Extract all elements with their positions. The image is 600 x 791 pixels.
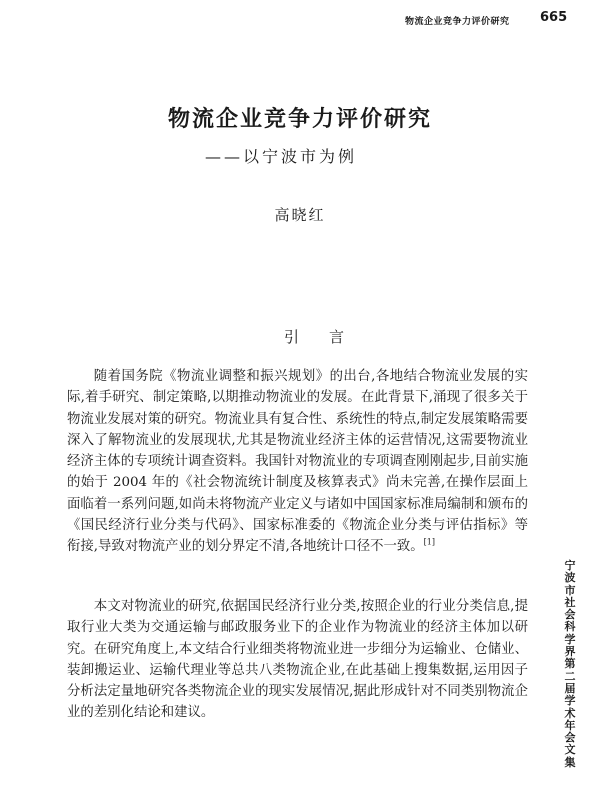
section-heading: 引言 bbox=[284, 328, 375, 346]
article-title: 物流企业竞争力评价研究 bbox=[167, 106, 432, 132]
side-collection-label: 宁波市社会科学界第二届学术年会文集 bbox=[564, 559, 576, 769]
page-number: 665 bbox=[540, 10, 568, 25]
paragraph-1 bbox=[67, 366, 528, 558]
author-name: 高晓红 bbox=[274, 206, 326, 224]
paragraph-2 bbox=[67, 596, 528, 724]
paragraph-1-text: 随着国务院《物流业调整和振兴规划》的出台,各地结合物流业发展的实际,着手研究、制定策略,以期推动物流业的发展。在此背景下,涌现了很多关于物流业发展对策的研究。物流业具有复合性、系统性的特点,制定发展策略需要深入了解物流业的发展现状,尤其是物流业经济主体的运营情况,这需要物流业经济主体的专项统计调查资料。我国针对物流业的专项调查刚刚起步,目前实施的始于 2004 年的《社会物流统计制度及核算表式》尚未完善,在操作层面上面临着一系列问题,如尚未将物流产业定义与诸如中国国家标准局编制和颁布的《国民经济行业分类与代码》、国家标准委的《物流企业分类与评估指标》等衔接,导致对物流产业的划分界定不清,各地统计口径不一致。 bbox=[67, 369, 528, 555]
reference-marker[interactable]: [1] bbox=[423, 537, 436, 547]
paragraph-2-text: 本文对物流业的研究,依据国民经济行业分类,按照企业的行业分类信息,提取行业大类为交通运输与邮政服务业下的企业作为物流业的经济主体加以研究。在研究角度上,本文结合行业细类将物流业进一步细分为运输业、仓储业、装卸搬运业、运输代理业等总共八类物流企业,在此基础上搜集数据,运用因子分析法定量地研究各类物流企业的现实发展情况,据此形成针对不同类别物流企业的差别化结论和建议。 bbox=[67, 599, 528, 721]
running-header-title: 物流企业竞争力评价研究 bbox=[405, 17, 510, 27]
article-subtitle: ——以宁波市为例 bbox=[205, 147, 358, 166]
